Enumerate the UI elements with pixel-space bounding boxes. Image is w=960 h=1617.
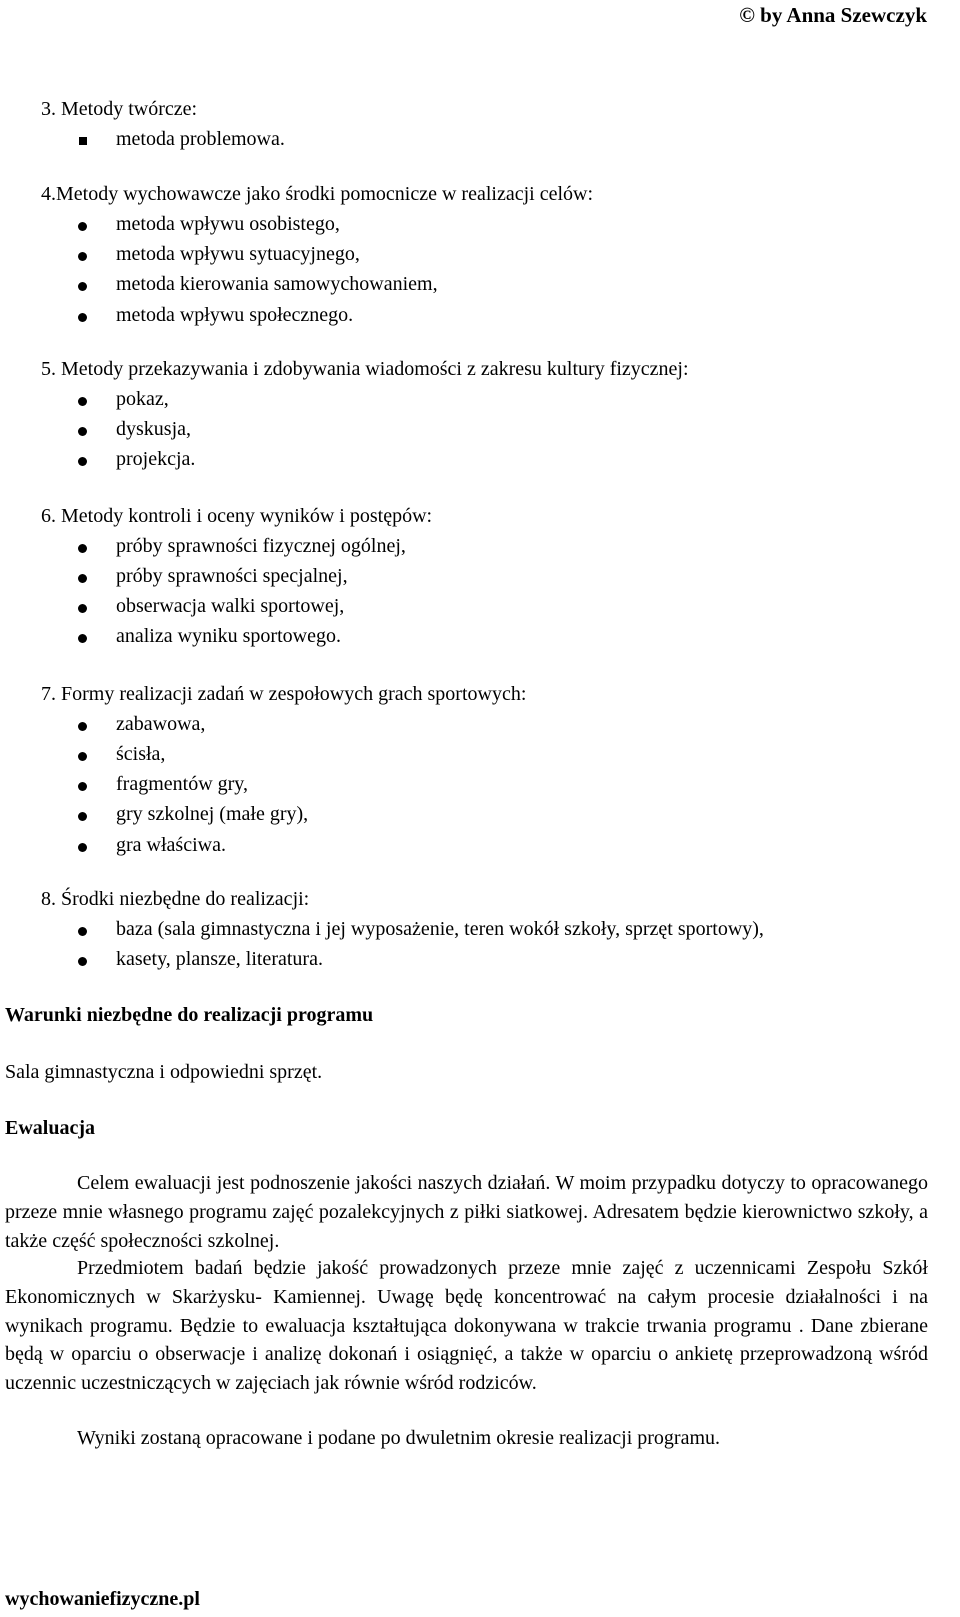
- bullet-dot-icon: [78, 574, 87, 583]
- bullet-dot-icon: [78, 222, 87, 231]
- evaluation-paragraph: [5, 1254, 928, 1398]
- section-heading: 4.Metody wychowawcze jako środki pomocnicze w realizacji celów:: [41, 183, 594, 205]
- evaluation-paragraph: [5, 1169, 928, 1255]
- list-item: gra właściwa.: [116, 834, 226, 856]
- list-item: baza (sala gimnastyczna i jej wyposażenie, teren wokół szkoły, sprzęt sportowy),: [116, 918, 764, 940]
- list-item: metoda kierowania samowychowaniem,: [116, 273, 438, 295]
- bullet-dot-icon: [78, 843, 87, 852]
- section-heading: 8. Środki niezbędne do realizacji:: [41, 888, 310, 910]
- section-heading: 5. Metody przekazywania i zdobywania wiadomości z zakresu kultury fizycznej:: [41, 358, 689, 380]
- bullet-dot-icon: [78, 282, 87, 291]
- evaluation-paragraph: [5, 1424, 928, 1453]
- list-item: metoda wpływu społecznego.: [116, 304, 354, 326]
- bullet-dot-icon: [78, 812, 87, 821]
- section-heading: 7. Formy realizacji zadań w zespołowych grach sportowych:: [41, 683, 527, 705]
- bullet-dot-icon: [78, 397, 87, 406]
- evaluation-paragraph-text: Przedmiotem badań będzie jakość prowadzonych przeze mnie zajęć z uczennicami Zespołu Szkół Ekonomicznych w Skarżysku- Kamiennej. Uwagę będę koncentrować na całym procesie działalności i na wynikach programu. Będzie to ewaluacja kształtująca dokonywana w trakcie trwania programu . Dane zbierane będą w oparciu o obserwacje i analizę dokonań i osiągnięć, a także w oparciu o ankietę przeprowadzoną wśród uczennic uczestniczących w zajęciach jak równie wśród rodziców.: [5, 1257, 928, 1395]
- list-item: gry szkolnej (małe gry),: [116, 803, 309, 825]
- list-item: metoda problemowa.: [116, 128, 285, 150]
- bullet-dot-icon: [78, 722, 87, 731]
- list-item: pokaz,: [116, 388, 169, 410]
- list-item: projekcja.: [116, 448, 196, 470]
- bullet-dot-icon: [78, 604, 87, 613]
- conditions-text: Sala gimnastyczna i odpowiedni sprzęt.: [5, 1061, 323, 1083]
- list-item: kasety, plansze, literatura.: [116, 948, 323, 970]
- square-bullet-icon: [79, 137, 87, 145]
- evaluation-heading: Ewaluacja: [5, 1117, 95, 1139]
- evaluation-paragraph-text: Wyniki zostaną opracowane i podane po dwuletnim okresie realizacji programu.: [77, 1427, 721, 1449]
- bullet-dot-icon: [78, 752, 87, 761]
- bullet-dot-icon: [78, 544, 87, 553]
- bullet-dot-icon: [78, 252, 87, 261]
- bullet-dot-icon: [78, 427, 87, 436]
- list-item: zabawowa,: [116, 713, 206, 735]
- footer-site-label: wychowaniefizyczne.pl: [5, 1588, 200, 1610]
- list-item: próby sprawności fizycznej ogólnej,: [116, 535, 406, 557]
- list-item: metoda wpływu sytuacyjnego,: [116, 243, 360, 265]
- list-item: analiza wyniku sportowego.: [116, 625, 341, 647]
- list-item: fragmentów gry,: [116, 773, 248, 795]
- copyright-label: © by Anna Szewczyk: [739, 3, 927, 27]
- conditions-heading: Warunki niezbędne do realizacji programu: [5, 1004, 374, 1026]
- bullet-dot-icon: [78, 313, 87, 322]
- section-heading: 3. Metody twórcze:: [41, 98, 198, 120]
- list-item: próby sprawności specjalnej,: [116, 565, 348, 587]
- bullet-dot-icon: [78, 634, 87, 643]
- bullet-dot-icon: [78, 957, 87, 966]
- list-item: obserwacja walki sportowej,: [116, 595, 345, 617]
- bullet-dot-icon: [78, 927, 87, 936]
- bullet-dot-icon: [78, 782, 87, 791]
- list-item: metoda wpływu osobistego,: [116, 213, 340, 235]
- bullet-dot-icon: [78, 457, 87, 466]
- list-item: ścisła,: [116, 743, 166, 765]
- section-heading: 6. Metody kontroli i oceny wyników i postępów:: [41, 505, 433, 527]
- list-item: dyskusja,: [116, 418, 191, 440]
- evaluation-paragraph-text: Celem ewaluacji jest podnoszenie jakości naszych działań. W moim przypadku dotyczy to opracowanego przeze mnie własnego programu zajęć pozalekcyjnych z piłki siatkowej. Adresatem będzie kierownictwo szkoły, a także część społeczności szkolnej.: [5, 1172, 928, 1252]
